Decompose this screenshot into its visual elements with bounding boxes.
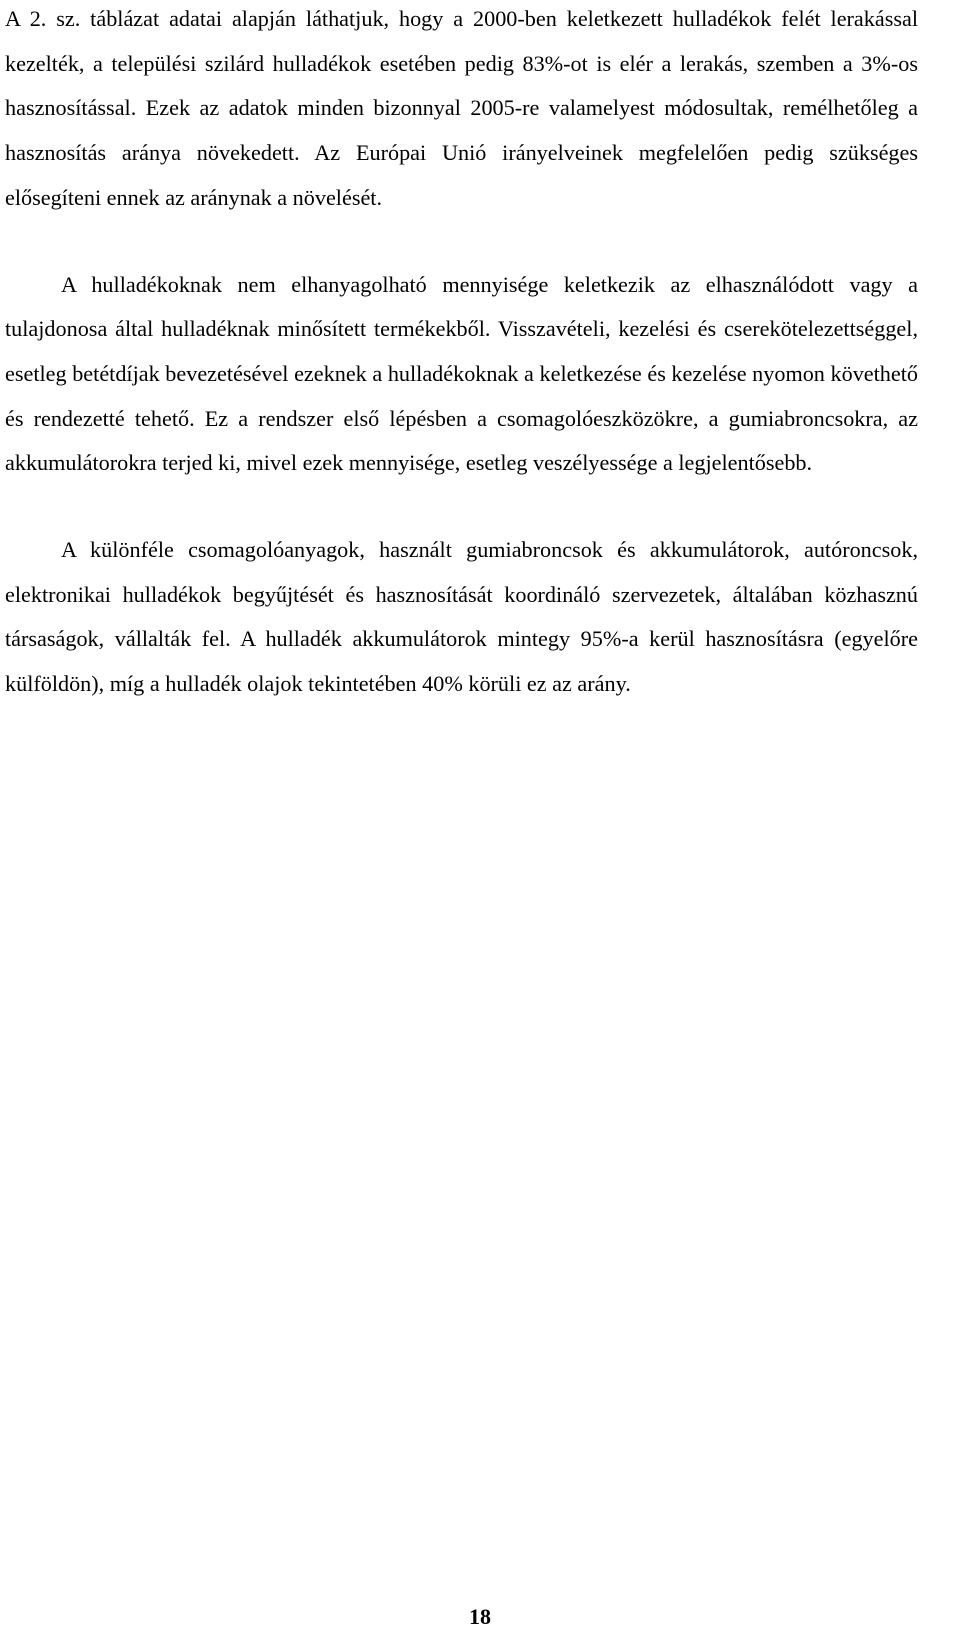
paragraph-3: A különféle csomagolóanyagok, használt gumiabroncsok és akkumulátorok, autóroncsok, elektronikai hulladékok begyűjtését és hasznosítását koordináló szervezetek, általában közhasznú társaságok, vállalták fel. A hulladék akkumulátorok mintegy 95%-a kerül hasznosításra (egyelőre külföldön), míg a hulladék olajok tekintetében 40% körüli ez az arány. bbox=[5, 537, 918, 697]
paragraph-2: A hulladékoknak nem elhanyagolható mennyisége keletkezik az elhasználódott vagy a tulajdonosa által hulladéknak minősített termékekből. Visszavételi, kezelési és cserekötelezettséggel, esetleg betétdíjak bevezetésével ezeknek a hulladékoknak a keletkezése és kezelése nyomon követhető és rendezetté tehető. Ez a rendszer első lépésben a csomagolóeszközökre, a gumiabroncsokra, az akkumulátorokra terjed ki, mivel ezek mennyisége, esetleg veszélyessége a legjelentősebb. bbox=[5, 271, 918, 476]
document-body bbox=[5, 0, 918, 707]
page-number: 18 bbox=[469, 1604, 491, 1629]
paragraph-1: A 2. sz. táblázat adatai alapján láthatjuk, hogy a 2000-ben keletkezett hulladékok felét lerakással kezelték, a települési szilárd hulladékok esetében pedig 83%-ot is elér a lerakás, szemben a 3%-os hasznosítással. Ezek az adatok minden bizonnyal 2005-re valamelyest módosultak, remélhetőleg a hasznosítás aránya növekedett. Az Európai Unió irányelveinek megfelelően pedig szükséges elősegíteni ennek az aránynak a növelését. bbox=[5, 6, 918, 210]
